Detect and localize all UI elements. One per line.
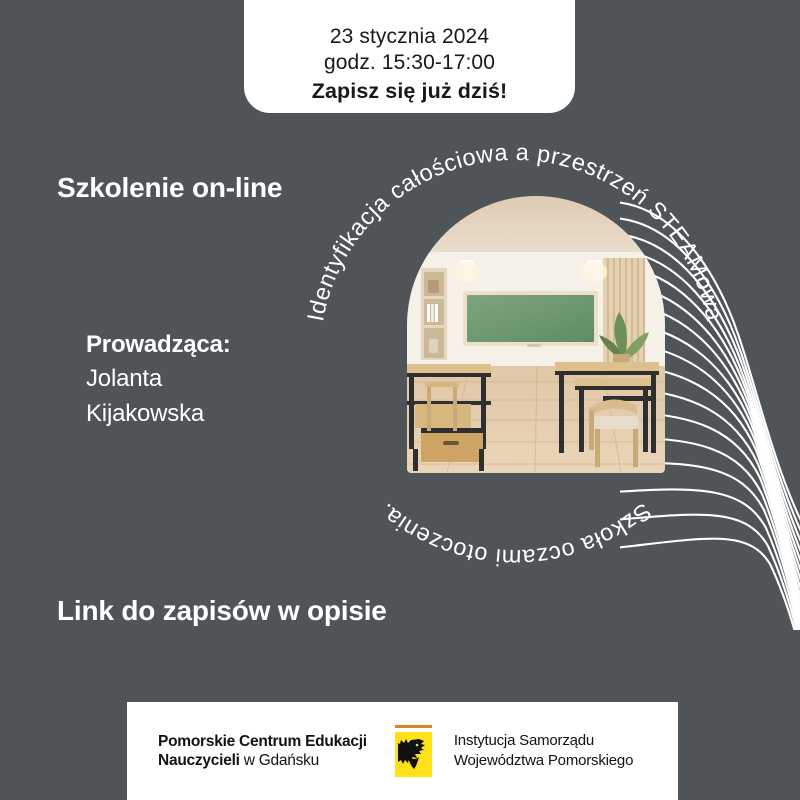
- classroom-photo: [407, 196, 665, 473]
- griffin-icon: [398, 736, 429, 773]
- crest-shield: [395, 732, 432, 777]
- signup-link-note: Link do zapisów w opisie: [57, 595, 387, 626]
- footer-logo-bar: [127, 702, 678, 800]
- pomeranian-griffin-crest-icon: [395, 725, 432, 777]
- circular-text-bottom: Szkoła oczami otoczenia.: [373, 498, 657, 572]
- presenter-last-name: Kijakowska: [86, 400, 205, 427]
- crest-top-bar: [395, 725, 432, 728]
- circular-text-top: Identyfikacja całościowa a przestrzeń STEAMowa: [302, 138, 728, 324]
- presenter-first-name: Jolanta: [86, 365, 162, 392]
- org-line-2: Nauczycieli: [158, 752, 240, 769]
- event-info-card: [244, 0, 575, 113]
- event-cta: Zapisz się już dziś!: [311, 79, 508, 103]
- presenter-label: Prowadząca:: [86, 331, 231, 358]
- event-time: godz. 15:30-17:00: [323, 51, 495, 74]
- institution-line-1: Instytucja Samorządu: [453, 732, 595, 749]
- org-city: w Gdańsku: [239, 752, 320, 769]
- presenter-block: [86, 328, 231, 431]
- event-date: 23 stycznia 2024: [329, 25, 490, 48]
- classroom-illustration: [407, 196, 665, 473]
- page-title: Szkolenie on-line: [57, 172, 283, 203]
- institution-line-2: Województwa Pomorskiego: [453, 752, 634, 769]
- org-line-1: Pomorskie Centrum Edukacji: [158, 733, 367, 750]
- institution-name: [454, 731, 633, 771]
- organization-name: [158, 732, 367, 770]
